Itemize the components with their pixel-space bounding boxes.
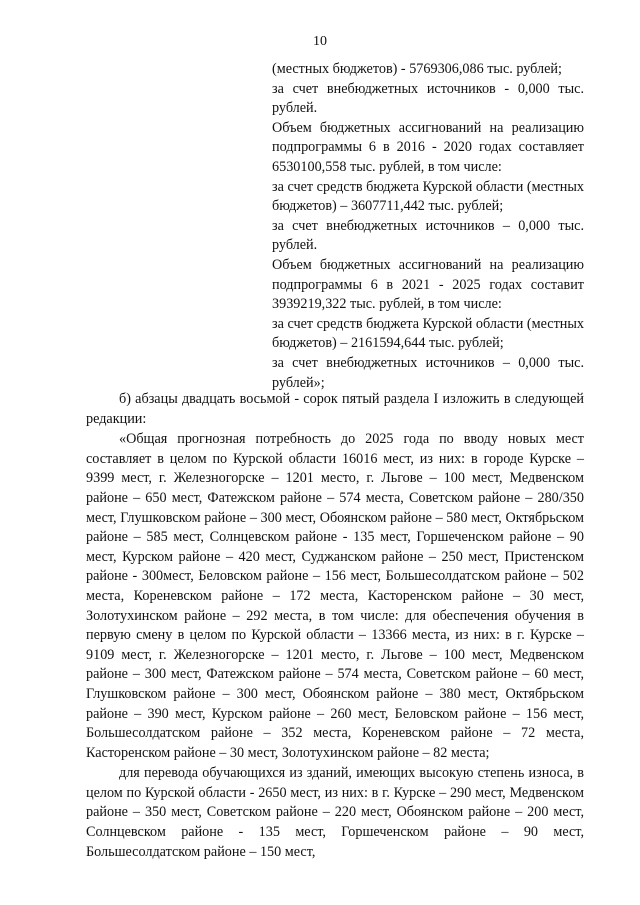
passport-line: за счет внебюджетных источников – 0,000 тыс. рублей. <box>272 217 584 254</box>
passport-line: за счет внебюджетных источников - 0,000 тыс. рублей. <box>272 80 584 117</box>
page-number: 10 <box>313 34 327 49</box>
passport-line: за счет средств бюджета Курской области (местных бюджетов) – 3607711,442 тыс. рублей; <box>272 178 584 215</box>
main-text <box>86 390 584 862</box>
passport-line: Объем бюджетных ассигнований на реализацию подпрограммы 6 в 2016 - 2020 годах составляет 6530100,558 тыс. рублей, в том числе: <box>272 119 584 175</box>
passport-line: (местных бюджетов) - 5769306,086 тыс. рублей; <box>272 61 562 77</box>
passport-line: за счет средств бюджета Курской области (местных бюджетов) – 2161594,644 тыс. рублей; <box>272 315 584 352</box>
passport-financing-column <box>272 60 584 393</box>
body-paragraph: «Общая прогнозная потребность до 2025 года по вводу новых мест составляет в целом по Курской области 16016 мест, из них: в городе Курске – 9399 мест, г. Железногорске – 1201 место, г. Льгове – 100 мест, Медвенском районе – 650 мест, Фатежском районе – 574 места, Советском районе – 280/350 мест, Глушковском районе – 300 мест, Обоянском районе – 580 мест, Октябрьском районе – 585 мест, Солнцевском районе - 135 мест, Горшеченском районе – 90 мест, Курском районе – 420 мест, Суджанском районе – 250 мест, Пристенском районе - 300мест, Беловском районе – 156 мест, Большесолдатском районе – 502 места, Кореневском районе – 172 места, Касторенском районе – 30 мест, Золотухинском районе – 292 места, в том числе: для обеспечения обучения в первую смену в целом по Курской области – 13366 места, из них: в г. Курске – 9109 мест, г. Железногорске – 1201 место, г. Льгове – 100 мест, Медвенском районе – 300 мест, Фатежском районе – 574 места, Советском районе – 60 мест, Глушковском районе – 300 мест, Обоянском районе – 380 мест, Октябрьском районе – 390 мест, Курском районе – 260 мест, Беловском районе – 156 мест, Большесолдатском районе – 352 места, Кореневском районе – 72 места, Касторенском районе – 30 мест, Золотухинском районе – 82 места; <box>86 431 584 761</box>
passport-line: Объем бюджетных ассигнований на реализацию подпрограммы 6 в 2021 - 2025 годах составит 3939219,322 тыс. рублей, в том числе: <box>272 256 584 313</box>
body-paragraph: для перевода обучающихся из зданий, имеющих высокую степень износа, в целом по Курской области - 2650 мест, из них: в г. Курске – 290 мест, Медвенском районе – 350 мест, Советском районе – 220 мест, Обоянском районе – 200 мест, Солнцевском районе - 135 мест, Горшеченском районе – 90 мест, Большесолдатском районе – 150 мест, <box>86 765 584 860</box>
passport-line: за счет внебюджетных источников – 0,000 тыс. рублей»; <box>272 354 584 391</box>
body-paragraph: б) абзацы двадцать восьмой - сорок пятый раздела I изложить в следующей редакции: <box>86 391 584 427</box>
